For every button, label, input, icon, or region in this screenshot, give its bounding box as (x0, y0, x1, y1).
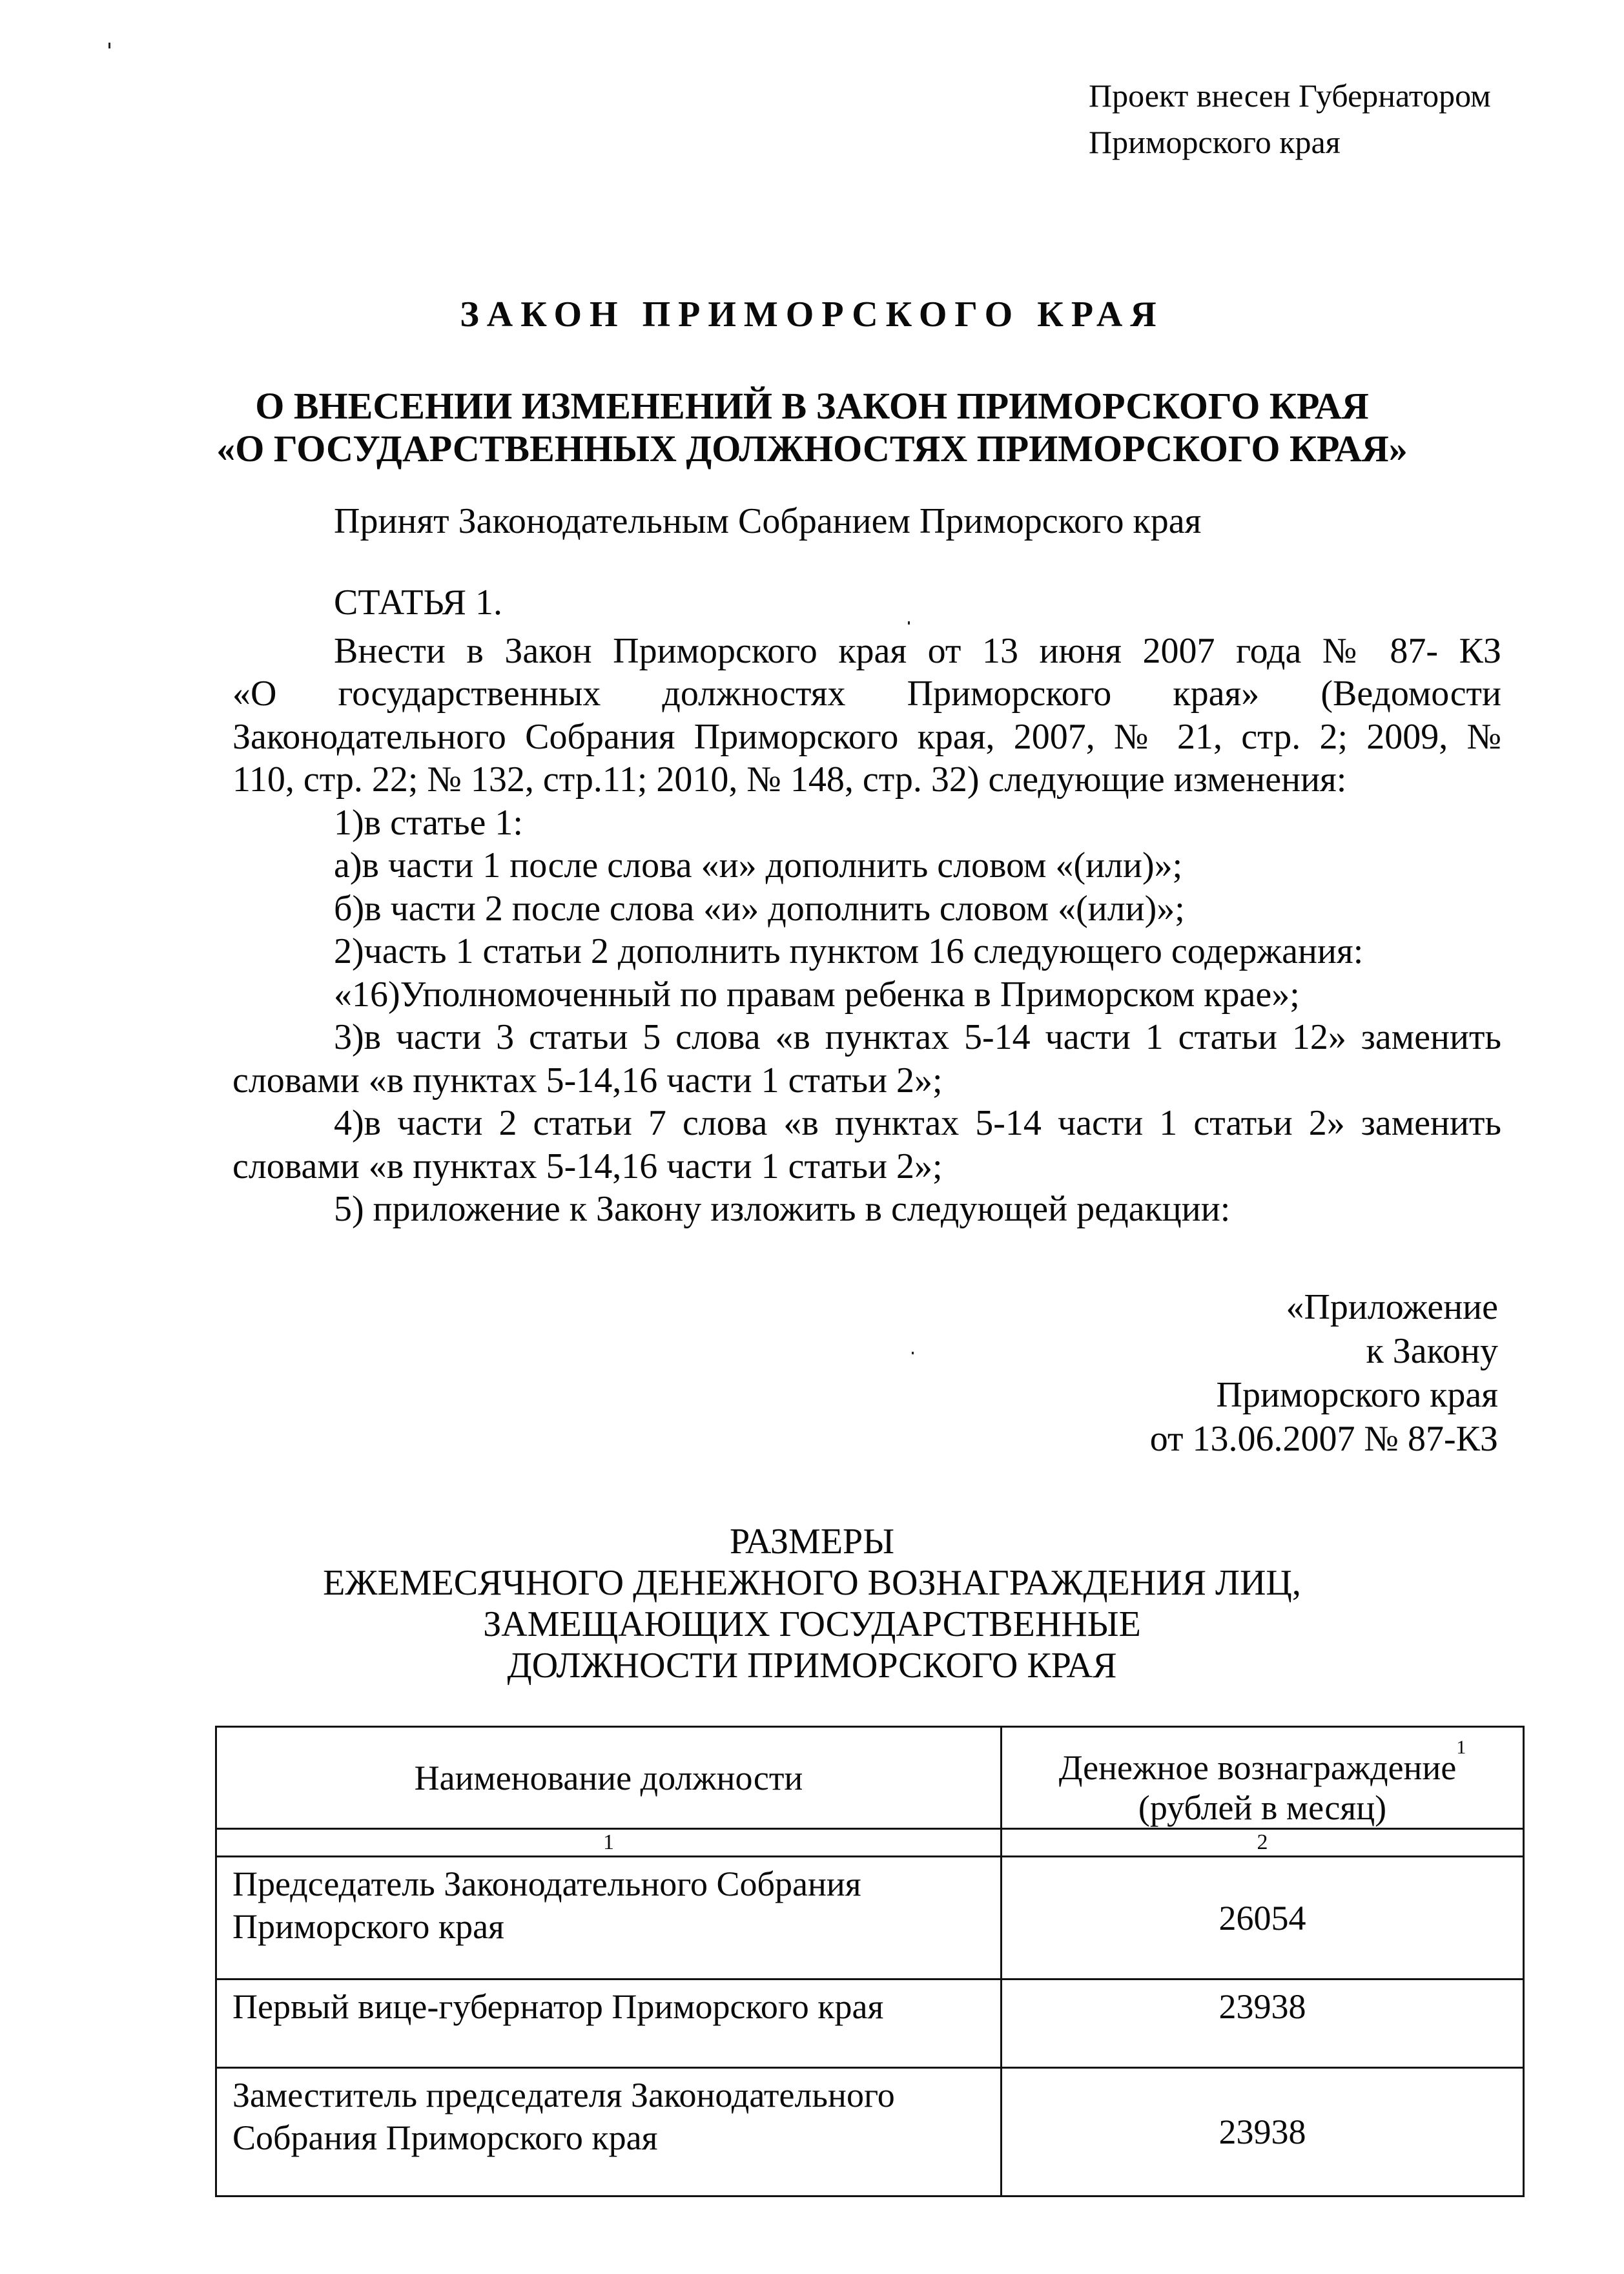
amendment-item: 4)в части 2 статьи 7 слова «в пунктах 5-14 части 1 статьи 2» заменить (334, 1103, 1501, 1143)
amendment-item: «16)Уполномоченный по правам ребенка в Приморском крае»; (334, 974, 1300, 1015)
article-intro-line: 110, стр. 22; № 132, стр.11; 2010, № 148, стр. 32) следующие изменения: (232, 760, 1347, 800)
pay-table-title (0, 1521, 1624, 1686)
table-row (216, 1857, 1524, 1979)
amendment-item: 3)в части 3 статьи 5 слова «в пунктах 5-14 части 1 статьи 12» заменить (334, 1017, 1501, 1057)
position-line: Председатель Законодательного Собрания (232, 1865, 861, 1903)
sender-note (1089, 72, 1491, 165)
position-cell (216, 1857, 1002, 1979)
appendix-line-4: от 13.06.2007 № 87-КЗ (1149, 1419, 1498, 1459)
sender-line-2: Приморского края (1089, 124, 1341, 160)
subtitle-line-1: О ВНЕСЕНИИ ИЗМЕНЕНИЙ В ЗАКОН ПРИМОРСКОГО КРАЯ (255, 385, 1369, 427)
table-row (216, 1979, 1524, 2068)
amount-cell: 23938 (1002, 1979, 1524, 2068)
amendment-item: 5) приложение к Закону изложить в следующей редакции: (334, 1189, 1231, 1229)
article-intro-line: Внести в Закон Приморского края от 13 июня 2007 года № 87- КЗ (334, 630, 1501, 671)
pay-table (215, 1726, 1525, 2197)
footnote-marker: 1 (1456, 1737, 1466, 1758)
article-intro-line: «О государственных должностях Приморского края» (Ведомости (232, 674, 1501, 714)
table-header-row (216, 1727, 1524, 1829)
pay-title-line-1: РАЗМЕРЫ (729, 1522, 895, 1562)
column-number: 2 (1002, 1829, 1524, 1857)
amendment-item: 2)часть 1 статьи 2 дополнить пунктом 16 следующего содержания: (334, 931, 1364, 971)
header-position: Наименование должности (216, 1727, 1002, 1829)
position-line: Приморского края (232, 1907, 504, 1946)
appendix-line-3: Приморского края (1216, 1375, 1498, 1415)
amendment-item: словами «в пунктах 5-14,16 части 1 статьи 2»; (232, 1060, 943, 1101)
appendix-line-2: к Закону (1366, 1331, 1498, 1371)
position-line: Заместитель председателя Законодательного (232, 2076, 895, 2114)
position-line: Собрания Приморского края (232, 2118, 658, 2157)
article-intro-line: Законодательного Собрания Приморского края, 2007, № 21, стр. 2; 2009, № (232, 716, 1501, 757)
amendment-item: словами «в пунктах 5-14,16 части 1 статьи 2»; (232, 1146, 943, 1186)
law-title: ЗАКОН ПРИМОРСКОГО КРАЯ (460, 295, 1164, 335)
table-row (216, 2068, 1524, 2196)
scan-speck (108, 43, 110, 48)
column-number: 1 (216, 1829, 1002, 1857)
subtitle-line-2: «О ГОСУДАРСТВЕННЫХ ДОЛЖНОСТЯХ ПРИМОРСКОГО КРАЯ» (216, 428, 1408, 470)
amendment-item: 1)в статье 1: (334, 802, 523, 843)
appendix-reference (1150, 1285, 1498, 1461)
amount-cell: 23938 (1002, 2068, 1524, 2196)
amendment-item: б)в части 2 после слова «и» дополнить словом «(или)»; (334, 888, 1185, 929)
position-line: Первый вице-губернатор Приморского края (232, 1987, 884, 2026)
article-heading: СТАТЬЯ 1. (334, 583, 503, 623)
adoption-note: Принят Законодательным Собранием Приморского края (334, 501, 1202, 541)
sender-line-1: Проект внесен Губернатором (1089, 78, 1491, 114)
pay-title-line-4: ДОЛЖНОСТИ ПРИМОРСКОГО КРАЯ (507, 1646, 1117, 1686)
amendment-item: а)в части 1 после слова «и» дополнить словом «(или)»; (334, 845, 1183, 885)
header-amount (1002, 1727, 1524, 1829)
header-amount-line-2: (рублей в месяц) (1138, 1788, 1387, 1827)
law-subtitle (0, 385, 1624, 470)
column-number-row (216, 1829, 1524, 1857)
position-cell (216, 2068, 1002, 2196)
article-body (232, 581, 1501, 1231)
appendix-line-1: «Приложение (1286, 1287, 1498, 1327)
scan-speck (912, 1352, 914, 1354)
amount-cell: 26054 (1002, 1857, 1524, 1979)
position-cell (216, 1979, 1002, 2068)
pay-title-line-3: ЗАМЕЩАЮЩИХ ГОСУДАРСТВЕННЫЕ (483, 1604, 1141, 1644)
pay-title-line-2: ЕЖЕМЕСЯЧНОГО ДЕНЕЖНОГО ВОЗНАГРАЖДЕНИЯ ЛИЦ, (323, 1563, 1301, 1603)
header-amount-line-1: Денежное вознаграждение (1058, 1748, 1457, 1787)
